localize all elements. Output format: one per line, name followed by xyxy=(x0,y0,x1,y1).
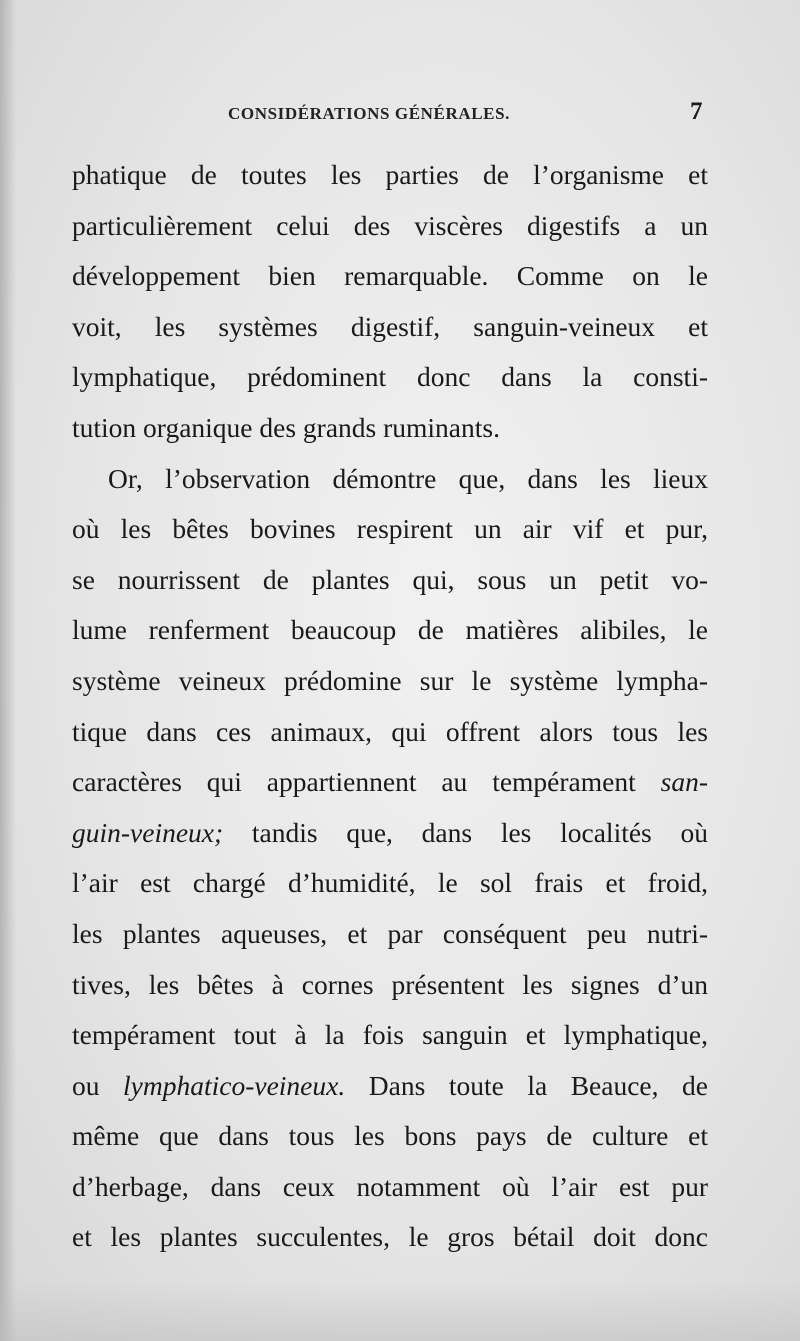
text-line xyxy=(72,1061,708,1112)
text-run: voit, les systèmes digestif, sanguin-veineux et xyxy=(72,310,708,342)
page-number: 7 xyxy=(690,98,703,125)
text-line xyxy=(72,150,708,201)
text-line xyxy=(72,1010,708,1061)
text-run: l’air est chargé d’humidité, le sol frais et froid, xyxy=(72,867,708,899)
text-line xyxy=(72,201,708,252)
text-run: même que dans tous les bons pays de culture et xyxy=(72,1120,708,1152)
text-line xyxy=(72,555,708,606)
text-run: caractères qui appartiennent au tempérament xyxy=(72,766,661,798)
text-run: les plantes aqueuses, et par conséquent peu nutri- xyxy=(72,917,708,949)
text-line xyxy=(72,605,708,656)
text-line xyxy=(72,504,708,555)
text-line xyxy=(72,1212,708,1263)
text-line xyxy=(72,707,708,758)
text-run: se nourrissent de plantes qui, sous un petit vo- xyxy=(72,563,708,595)
text-run: tandis que, dans les localités où xyxy=(223,816,708,848)
text-run: particulièrement celui des viscères digestifs a un xyxy=(72,209,708,241)
text-run: d’herbage, dans ceux notamment où l’air est pur xyxy=(72,1170,708,1202)
italic-run: san- xyxy=(660,766,708,798)
text-line xyxy=(72,251,708,302)
text-run: Dans toute la Beauce, de xyxy=(345,1069,708,1101)
text-run: ou xyxy=(72,1069,124,1101)
text-run: phatique de toutes les parties de l’organisme et xyxy=(72,159,708,190)
text-line xyxy=(72,757,708,808)
text-line xyxy=(72,909,708,960)
text-run: système veineux prédomine sur le système lympha- xyxy=(72,664,708,696)
text-line xyxy=(72,858,708,909)
text-run: tution organique des grands ruminants. xyxy=(72,411,500,443)
italic-run: guin-veineux; xyxy=(72,816,224,848)
text-run: et les plantes succulentes, le gros bétail doit donc xyxy=(72,1221,708,1253)
running-head: CONSIDÉRATIONS GÉNÉRALES. xyxy=(228,104,511,123)
text-run: tique dans ces animaux, qui offrent alors tous les xyxy=(72,715,708,747)
text-run: lymphatique, prédominent donc dans la consti- xyxy=(72,361,708,393)
text-run: développement bien remarquable. Comme on le xyxy=(72,260,708,292)
text-line xyxy=(72,403,708,454)
text-line xyxy=(72,1162,708,1213)
text-line xyxy=(72,960,708,1011)
text-run: tempérament tout à la fois sanguin et lymphatique, xyxy=(72,1019,708,1051)
paragraph-first-line xyxy=(72,454,708,505)
text-run: où les bêtes bovines respirent un air vif et pur, xyxy=(72,513,708,545)
text-line xyxy=(72,352,708,403)
italic-run: lymphatico-veineux. xyxy=(123,1069,346,1101)
text-line xyxy=(72,808,708,859)
text-line xyxy=(72,656,708,707)
text-line xyxy=(72,1111,708,1162)
body-text xyxy=(72,150,708,1263)
text-line xyxy=(72,302,708,353)
text-run: tives, les bêtes à cornes présentent les signes d’un xyxy=(72,968,708,1000)
text-run: Or, l’observation démontre que, dans les lieux xyxy=(108,462,708,494)
text-run: lume renferment beaucoup de matières alibiles, le xyxy=(72,614,708,646)
